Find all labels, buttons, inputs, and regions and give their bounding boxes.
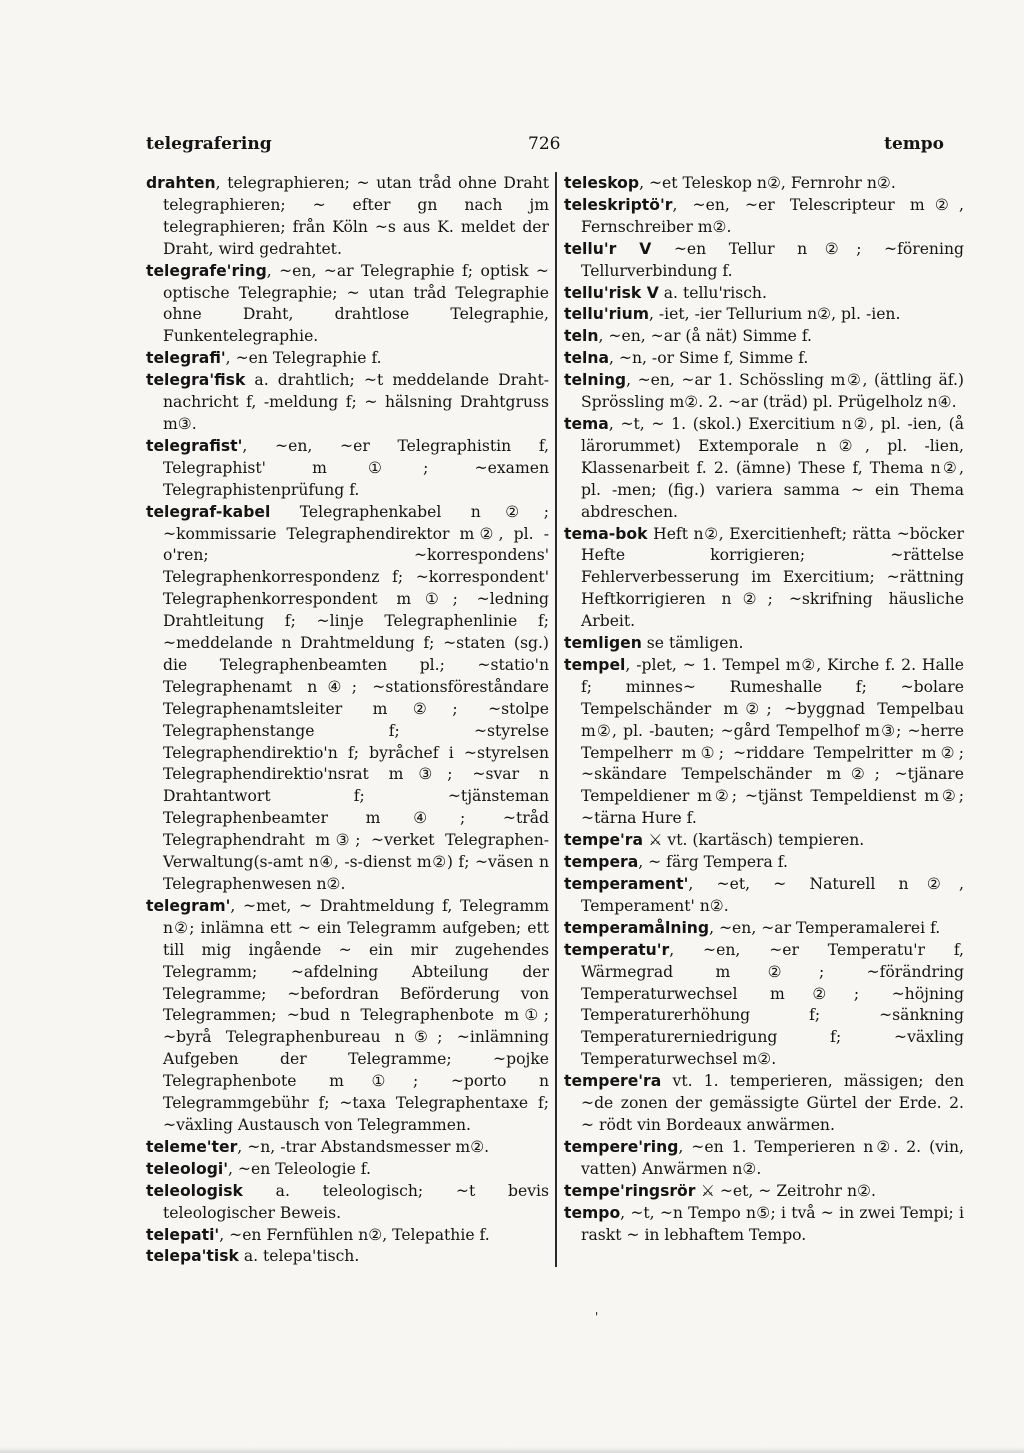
dictionary-entry: teln, ~en, ~ar (å nät) Simme f.: [564, 327, 813, 346]
dictionary-entry: temperatu'r, ~en, ~er Temperatu'r f, Wärmegrad m②; ~förändring Temperaturwechsel m②; ~höjning Temperaturerhöhung f; ~sänkning Temperaturerniedrigung f; ~växling Temperaturwechsel m②.: [564, 940, 964, 1069]
dictionary-entry: telegrafe'ring, ~en, ~ar Telegraphie f; optisk ~ optische Telegraphie; ~ utan tråd Telegraphie ohne Draht, drahtlose Telegraphie, Funkentelegraphie.: [146, 261, 549, 346]
dictionary-entry: tempe'ringsrör ⚔ ~et, ~ Zeitrohr n②.: [564, 1181, 876, 1200]
dictionary-entry: tempera, ~ färg Tempera f.: [564, 853, 788, 872]
column-divider: [555, 172, 557, 1267]
dictionary-entry: tellu'rium, -iet, -ier Tellurium n②, pl. -ien.: [564, 305, 901, 324]
dictionary-entry: telna, ~n, -or Sime f, Simme f.: [564, 349, 809, 368]
stray-print-mark: ': [595, 1310, 599, 1324]
left-column: [146, 173, 549, 1268]
dictionary-entry: telegrafist', ~en, ~er Telegraphistin f, Telegraphist' m①; ~examen Telegraphistenprüfung f.: [146, 436, 549, 499]
dictionary-entry: telegra'fisk a. drahtlich; ~t meddelande Draht-nachricht f, -meldung f; ~ hälsning Drahtgruss m③.: [146, 371, 549, 433]
dictionary-entry: tempo, ~t, ~n Tempo n⑤; i två ~ in zwei Tempi; i raskt ~ in lebhaftem Tempo.: [564, 1203, 964, 1244]
dictionary-entry: temligen se tämligen.: [564, 634, 744, 653]
dictionary-entry: telegrafi', ~en Telegraphie f.: [146, 349, 382, 368]
header-guide-word-right: tempo: [884, 134, 944, 154]
dictionary-entry: teleme'ter, ~n, -trar Abstandsmesser m②.: [146, 1137, 490, 1156]
page-bottom-edge: [0, 1447, 1024, 1453]
page-header: [146, 134, 946, 164]
dictionary-entry: tempel, -plet, ~ 1. Tempel m②, Kirche f. 2. Halle f; minnes~ Rumeshalle f; ~bolare Tempelschänder m②; ~byggnad Tempelbau m②, pl. -bauten; ~gård Tempelhof m③; ~herre Tempelherr m①; ~riddare Tempelritter m②; ~skändare Tempelschänder m②; ~tjänare Tempeldiener m②; ~tjänst Tempeldienst m②; ~tärna Hure f.: [564, 655, 964, 828]
dictionary-entry: tempere'ring, ~en 1. Temperieren n②. 2. (vin, vatten) Anwärmen n②.: [564, 1137, 964, 1178]
dictionary-entry: tema-bok Heft n②, Exercitienheft; rätta ~böcker Hefte korrigieren; ~rättelse Fehlerverbesserung im Exercitium; ~rättning Heftkorrigieren n②; ~skrifning häusliche Arbeit.: [564, 524, 964, 631]
dictionary-entry: tellu'r V ~en Tellur n②; ~förening Tellurverbindung f.: [564, 239, 964, 280]
dictionary-entry: tempere'ra vt. 1. temperieren, mässigen; den ~de zonen der gemässigte Gürtel der Erde. 2. ~ rödt vin Bordeaux anwärmen.: [564, 1072, 964, 1134]
dictionary-entry: telegram', ~met, ~ Drahtmeldung f, Telegramm n②; inlämna ett ~ ein Telegramm aufgeben; ett till mig ingående ~ ein mir zugehendes Telegramm; ~afdelning Abteilung der Telegramme; ~befordran Beförderung von Telegrammen; ~bud n Telegraphenbote m①; ~byrå Telegraphenbureau n⑤; ~inlämning Aufgeben der Telegramme; ~pojke Telegraphenbote m①; ~porto n Telegrammgebühr f; ~taxa Telegraphentaxe f; ~växling Austausch von Telegrammen.: [146, 896, 549, 1134]
dictionary-entry: teleologisk a. teleologisch; ~t bevis teleologischer Beweis.: [146, 1181, 549, 1222]
dictionary-entry: temperament', ~et, ~ Naturell n②, Temperament' n②.: [564, 875, 964, 915]
dictionary-entry: tema, ~t, ~ 1. (skol.) Exercitium n②, pl. -ien, (å lärorummet) Extemporale n②, pl. -lien, Klassenarbeit f. 2. (ämne) These f, Thema n②, pl. -men; (fig.) variera samma ~ ein Thema abdreschen.: [564, 414, 964, 521]
dictionary-entry: telning, ~en, ~ar 1. Schössling m②, (ättling äf.) Sprössling m②. 2. ~ar (träd) pl. Prügelholz n④.: [564, 371, 964, 412]
dictionary-entry: telepa'tisk a. telepa'tisch.: [146, 1247, 360, 1266]
dictionary-entry: telegraf-kabel Telegraphenkabel n②; ~kommissarie Telegraphendirektor m②, pl. -o'ren; ~korrespondens' Telegraphenkorrespondenz f; ~korrespondent' Telegraphenkorrespondent m①; ~ledning Drahtleitung f; ~linje Telegraphenlinie f; ~meddelande n Drahtmeldung f; ~staten (sg.) die Telegraphenbeamten pl.; ~statio'n Telegraphenamt n④; ~stationsföreståndare Telegraphenamtsleiter m②; ~stolpe Telegraphenstange f; ~styrelse Telegraphendirektio'n f; byråchef i ~styrelsen Telegraphendirektio'nsrat m③; ~svar n Drahtantwort f; ~tjänsteman Telegraphenbeamter m④; ~tråd Telegraphendraht m③; ~verket Telegraphen-Verwaltung(s-amt n④, -s-dienst m②) f; ~väsen n Telegraphenwesen n②.: [146, 502, 549, 893]
dictionary-entry: temperamålning, ~en, ~ar Temperamalerei f.: [564, 918, 941, 937]
right-column: [564, 173, 964, 1246]
dictionary-entry: tempe'ra ⚔ vt. (kartäsch) tempieren.: [564, 831, 865, 850]
dictionary-entry: telepati', ~en Fernfühlen n②, Telepathie f.: [146, 1225, 490, 1244]
dictionary-entry: teleskriptö'r, ~en, ~er Telescripteur m②, Fernschreiber m②.: [564, 195, 964, 236]
header-guide-word-left: telegrafering: [146, 134, 272, 154]
dictionary-entry: tellu'risk V a. tellu'risch.: [564, 283, 767, 302]
dictionary-entry: teleologi', ~en Teleologie f.: [146, 1159, 371, 1178]
dictionary-entry: teleskop, ~et Teleskop n②, Fernrohr n②.: [564, 174, 896, 192]
dictionary-entry: drahten, telegraphieren; ~ utan tråd ohne Draht telegraphieren; ~ efter gn nach jm telegraphieren; från Köln ~s aus K. meldet der Draht, wird gedrahtet.: [146, 174, 549, 258]
page-number: 726: [528, 134, 561, 154]
